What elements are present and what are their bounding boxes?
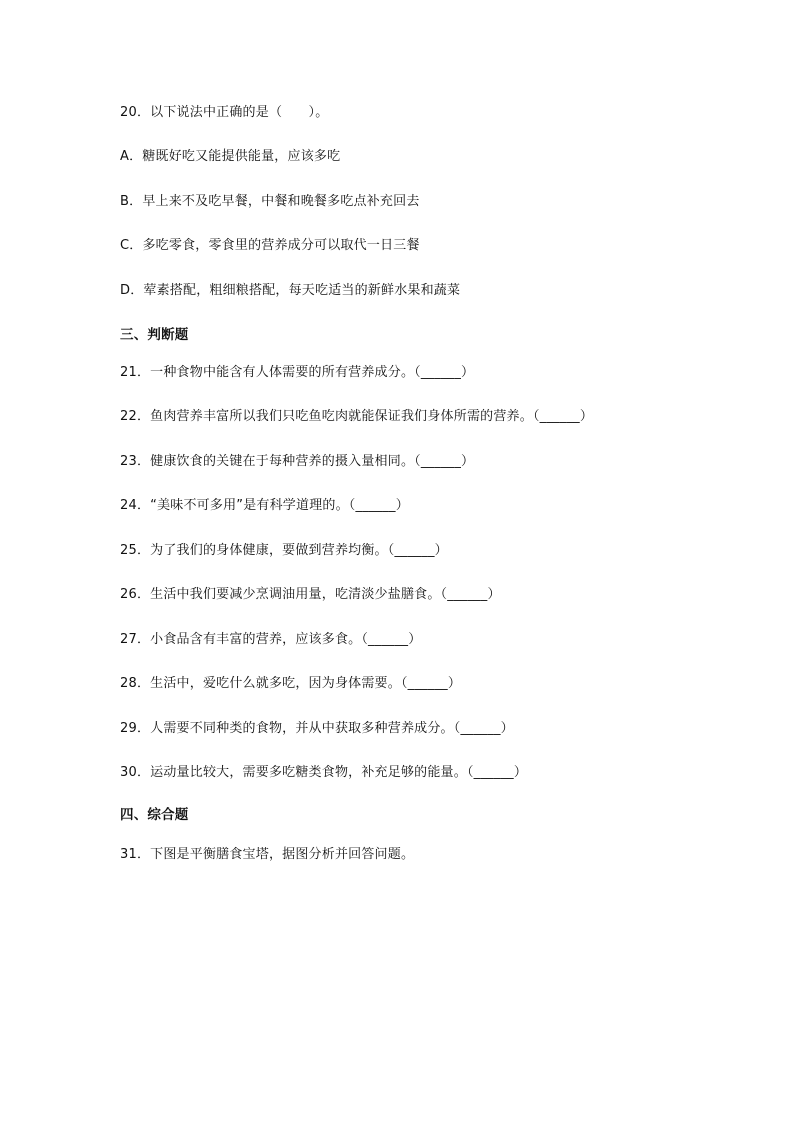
question-20-option-a: A．糖既好吃又能提供能量，应该多吃 bbox=[120, 149, 341, 164]
section-heading-comprehensive: 四、综合题 bbox=[120, 807, 189, 823]
question-29: 29．人需要不同种类的食物，并从中获取多种营养成分。（______） bbox=[120, 721, 514, 736]
question-30: 30．运动量比较大，需要多吃糖类食物，补充足够的能量。（______） bbox=[120, 765, 528, 780]
question-20: 20．以下说法中正确的是（ ）。 bbox=[120, 105, 329, 120]
question-20-option-c: C．多吃零食，零食里的营养成分可以取代一日三餐 bbox=[120, 238, 420, 253]
question-20-option-b: B．早上来不及吃早餐，中餐和晚餐多吃点补充回去 bbox=[120, 194, 420, 209]
section-heading-judgement: 三、判断题 bbox=[120, 327, 189, 343]
question-27: 27．小食品含有丰富的营养，应该多食。（______） bbox=[120, 632, 422, 647]
question-21: 21．一种食物中能含有人体需要的所有营养成分。（______） bbox=[120, 365, 475, 380]
question-28: 28．生活中，爱吃什么就多吃，因为身体需要。（______） bbox=[120, 676, 462, 691]
question-22: 22．鱼肉营养丰富所以我们只吃鱼吃肉就能保证我们身体所需的营养。（______） bbox=[120, 409, 594, 424]
question-23: 23．健康饮食的关键在于每种营养的摄入量相同。（______） bbox=[120, 454, 475, 469]
question-20-option-d: D．荤素搭配，粗细粮搭配，每天吃适当的新鲜水果和蔬菜 bbox=[120, 283, 461, 298]
question-26: 26．生活中我们要减少烹调油用量，吃清淡少盐膳食。（______） bbox=[120, 587, 501, 602]
question-31: 31．下图是平衡膳食宝塔，据图分析并回答问题。 bbox=[120, 847, 415, 862]
question-25: 25．为了我们的身体健康，要做到营养均衡。（______） bbox=[120, 543, 448, 558]
question-24: 24．“美味不可多用”是有科学道理的。（______） bbox=[120, 498, 409, 513]
